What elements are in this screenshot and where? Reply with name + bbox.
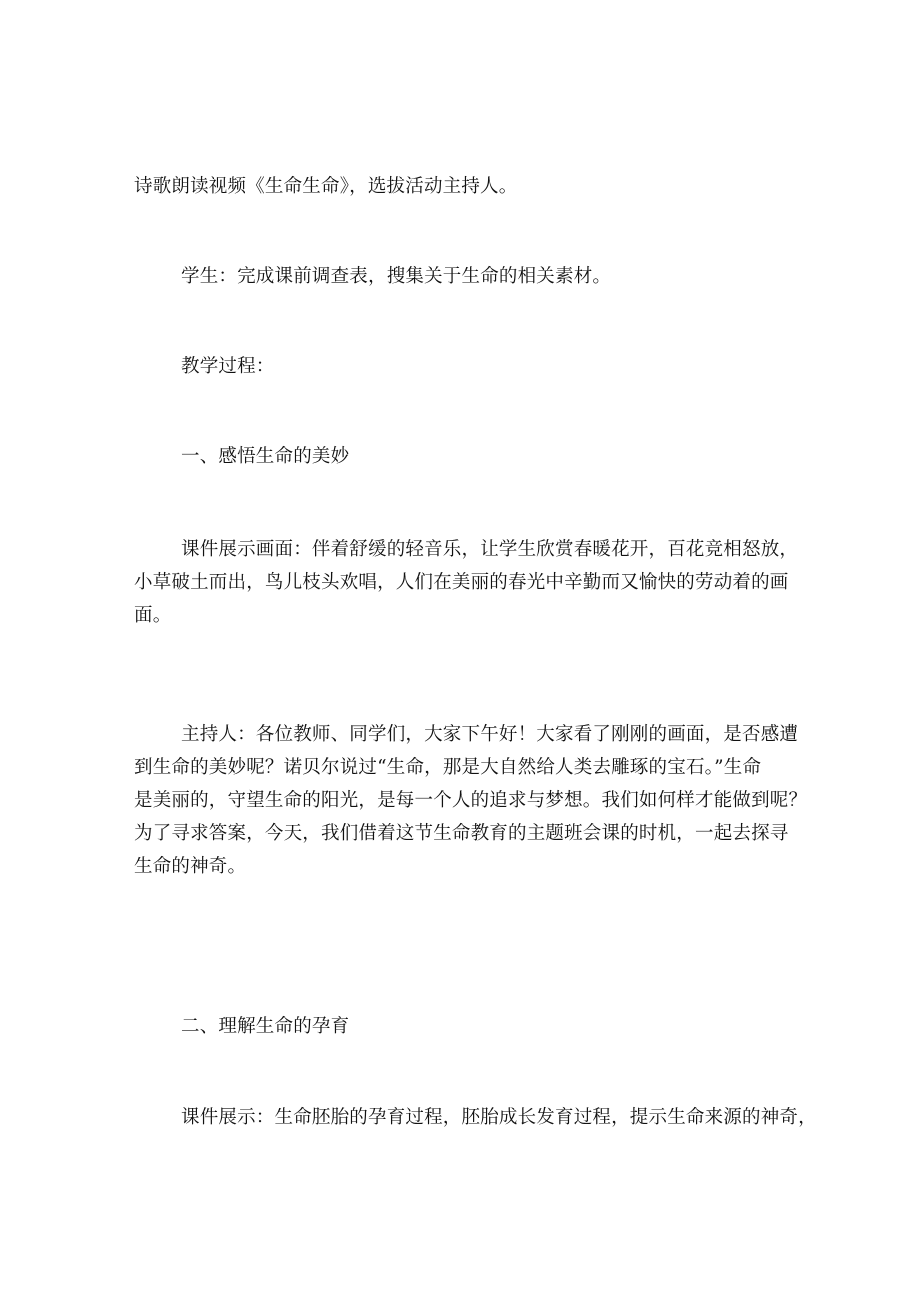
paragraph-host-speech: [134, 718, 808, 883]
paragraph-student-prep: [134, 260, 794, 293]
text-line: 学生：完成课前调查表，搜集关于生命的相关素材。: [181, 266, 612, 287]
paragraph-courseware-display: [134, 533, 799, 632]
text-line: 面。: [134, 605, 172, 626]
text-line: 课件展示画面：伴着舒缓的轻音乐，让学生欣赏春暖花开，百花竞相怒放，: [181, 539, 799, 560]
heading-teaching-process: [134, 350, 794, 383]
paragraph-poem-video: [134, 170, 794, 203]
text-line: 教学过程：: [181, 356, 275, 377]
section-heading-2: [134, 1010, 794, 1043]
text-line: 生命的神奇。: [134, 856, 247, 877]
paragraph-embryo-display: [134, 1101, 817, 1134]
text-line: 课件展示：生命胚胎的孕育过程，胚胎成长发育过程，提示生命来源的神奇，: [181, 1107, 817, 1128]
text-line: 一、感悟生命的美妙: [181, 446, 350, 467]
text-line: 是美丽的，守望生命的阳光，是每一个人的追求与梦想。我们如何样才能做到呢？: [134, 790, 808, 811]
text-line: 为了寻求答案，今天，我们借着这节生命教育的主题班会课的时机，一起去探寻: [134, 823, 789, 844]
text-line: 主持人：各位教师、同学们，大家下午好！大家看了刚刚的画面，是否感遭: [181, 724, 799, 745]
section-heading-1: [134, 440, 794, 473]
text-line: 到生命的美妙呢？诺贝尔说过“生命，那是大自然给人类去雕琢的宝石。”生命: [134, 757, 762, 778]
text-line: 小草破土而出，鸟儿枝头欢唱，人们在美丽的春光中辛勤而又愉快的劳动着的画: [134, 572, 789, 593]
text-line: 二、理解生命的孕育: [181, 1016, 350, 1037]
text-line: 诗歌朗读视频《生命生命》，选拔活动主持人。: [134, 176, 518, 197]
